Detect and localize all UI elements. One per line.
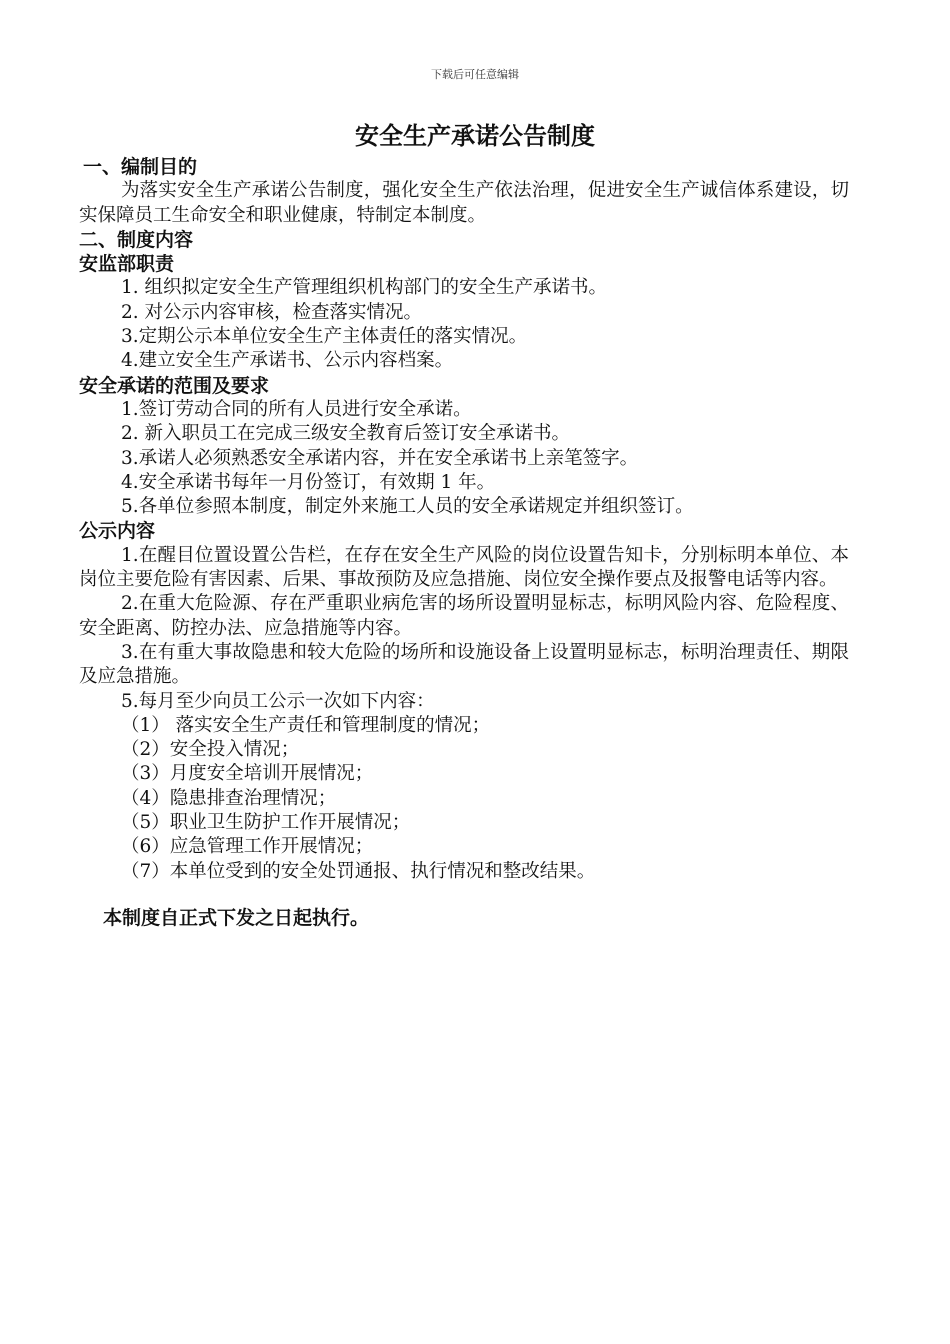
- closing-statement: 本制度自正式下发之日起执行。: [103, 906, 370, 929]
- duty-item: 4.建立安全生产承诺书、公示内容档案。: [121, 350, 454, 372]
- duty-item: 1. 组织拟定安全生产管理组织机构部门的安全生产承诺书。: [121, 277, 608, 299]
- publicity-subitem: （1） 落实安全生产责任和管理制度的情况；: [121, 714, 491, 736]
- publicity-paragraph: 2.在重大危险源、存在严重职业病危害的场所设置明显标志，标明风险内容、危险程度、安全距离、防控办法、应急措施等内容。: [79, 593, 849, 639]
- publicity-paragraph: 5.每月至少向员工公示一次如下内容：: [121, 690, 435, 712]
- duty-item: 2. 对公示内容审核，检查落实情况。: [121, 301, 423, 323]
- subheading-scope: 安全承诺的范围及要求: [79, 374, 270, 397]
- subheading-duties: 安监部职责: [79, 253, 175, 276]
- document-title: 安全生产承诺公告制度: [355, 122, 595, 150]
- scope-item: 2. 新入职员工在完成三级安全教育后签订安全承诺书。: [121, 423, 571, 445]
- document-body: [79, 155, 849, 930]
- publicity-paragraph: 3.在有重大事故隐患和较大危险的场所和设施设备上设置明显标志，标明治理责任、期限及应急措施。: [79, 641, 849, 688]
- subheading-publicity: 公示内容: [79, 520, 156, 543]
- section-heading-content: 二、制度内容: [79, 228, 194, 251]
- purpose-paragraph: 为落实安全生产承诺公告制度，强化安全生产依法治理，促进安全生产诚信体系建设，切实保障员工生命安全和职业健康，特制定本制度。: [79, 180, 849, 226]
- scope-item: 3.承诺人必须熟悉安全承诺内容，并在安全承诺书上亲笔签字。: [121, 447, 639, 469]
- scope-item: 4.安全承诺书每年一月份签订，有效期 1 年。: [121, 471, 496, 493]
- publicity-paragraph: 1.在醒目位置设置公告栏，在存在安全生产风险的岗位设置告知卡，分别标明本单位、本岗位主要危险有害因素、后果、事故预防及应急措施、岗位安全操作要点及报警电话等内容。: [79, 544, 849, 591]
- duty-item: 3.定期公示本单位安全生产主体责任的落实情况。: [121, 326, 528, 348]
- publicity-subitem: （5）职业卫生防护工作开展情况；: [121, 812, 411, 834]
- publicity-subitem: （6）应急管理工作开展情况；: [121, 836, 374, 858]
- scope-item: 5.各单位参照本制度，制定外来施工人员的安全承诺规定并组织签订。: [121, 496, 694, 518]
- publicity-subitem: （4）隐患排查治理情况；: [121, 787, 337, 809]
- publicity-subitem: （2）安全投入情况；: [121, 739, 300, 761]
- publicity-subitem: （7）本单位受到的安全处罚通报、执行情况和整改结果。: [121, 860, 596, 882]
- blank-line: [79, 884, 849, 906]
- section-heading-purpose: 一、编制目的: [83, 156, 198, 178]
- publicity-subitem: （3）月度安全培训开展情况；: [121, 763, 374, 785]
- header-note: 下载后可任意编辑: [431, 68, 519, 81]
- scope-item: 1.签订劳动合同的所有人员进行安全承诺。: [121, 398, 472, 420]
